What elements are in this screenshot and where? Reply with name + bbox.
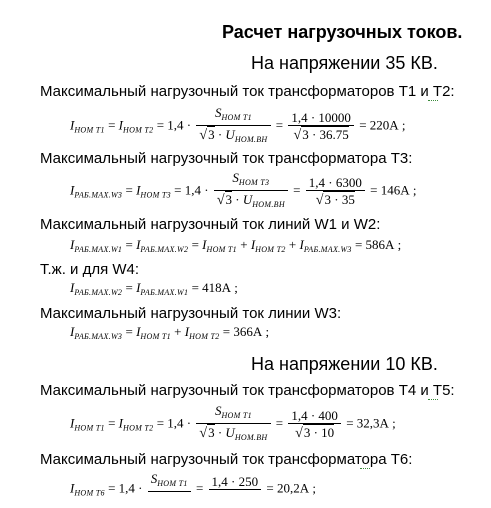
spellcheck-mark: [360, 465, 370, 469]
spellcheck-mark: [428, 396, 438, 400]
section-heading-35kv: На напряжении 35 КВ.: [251, 53, 438, 73]
formula-w4: $I_{РАБ.MAX.W2} = I_{РАБ.MAX.W1} = 418А$ ;: [70, 280, 238, 297]
formula-t3: $I_{РАБ.MAX.W3} = I_{НОМ Т3} = 1,4$ · $\frac{S_{НОМ Т3}}{√3 \cdot U_{НОМ.ВН}}$ = $\frac{1,4 \cdot 6300}{√3 \cdot 35}$ = 146А ;: [70, 170, 417, 209]
text-w3: Максимальный нагрузочный ток линии W3:: [40, 305, 342, 322]
text-t4-t5: Максимальный нагрузочный ток трансформаторов Т4 и Т5:: [40, 382, 455, 399]
section-heading-10kv: На напряжении 10 КВ.: [251, 354, 438, 374]
formula-w1-w2: $I_{РАБ.MAX.W1} = I_{РАБ.MAX.W2} = I_{НОМ Т1} + I_{НОМ Т2} + I_{РАБ.MAX.W3} = 586А$ ;: [70, 237, 402, 254]
formula-t4-t5: $I_{НОМ Т1} = I_{НОМ Т2} = 1,4$ · $\frac{S_{НОМ Т1}}{√3 \cdot U_{НОМ.ВН}}$ = $\frac{1,4 \cdot 400}{√3 \cdot 10}$ = 32,3А ;: [70, 403, 396, 442]
text-t3: Максимальный нагрузочный ток трансформатора Т3:: [40, 150, 413, 167]
text-w4: Т.ж. и для W4:: [40, 261, 140, 278]
page-title: Расчет нагрузочных токов.: [222, 22, 463, 42]
formula-t6: $I_{НОМ Т6} = 1,4$ · $S_{НОМ Т1}$ = 1,4 · 250 = 20,2А ;: [70, 471, 316, 498]
spellcheck-mark: [428, 97, 438, 101]
formula-w3: $I_{РАБ.MAX.W3} = I_{НОМ Т1} + I_{НОМ Т2} = 366А$ ;: [70, 324, 270, 341]
formula-t1-t2: $I_{НОМ Т1} = I_{НОМ Т2} = 1,4$ · $\frac{S_{НОМ Т1}}{√3 \cdot U_{НОМ.ВН}}$ = $\frac{1,4 \cdot 10000}{√3 \cdot 36.75}$ = 220А ;: [70, 105, 406, 144]
text-w1-w2: Максимальный нагрузочный ток линий W1 и W2:: [40, 216, 381, 233]
text-t6: Максимальный нагрузочный ток трансформатора Т6:: [40, 451, 413, 468]
text-t1-t2: Максимальный нагрузочный ток трансформаторов Т1 и Т2:: [40, 83, 455, 100]
